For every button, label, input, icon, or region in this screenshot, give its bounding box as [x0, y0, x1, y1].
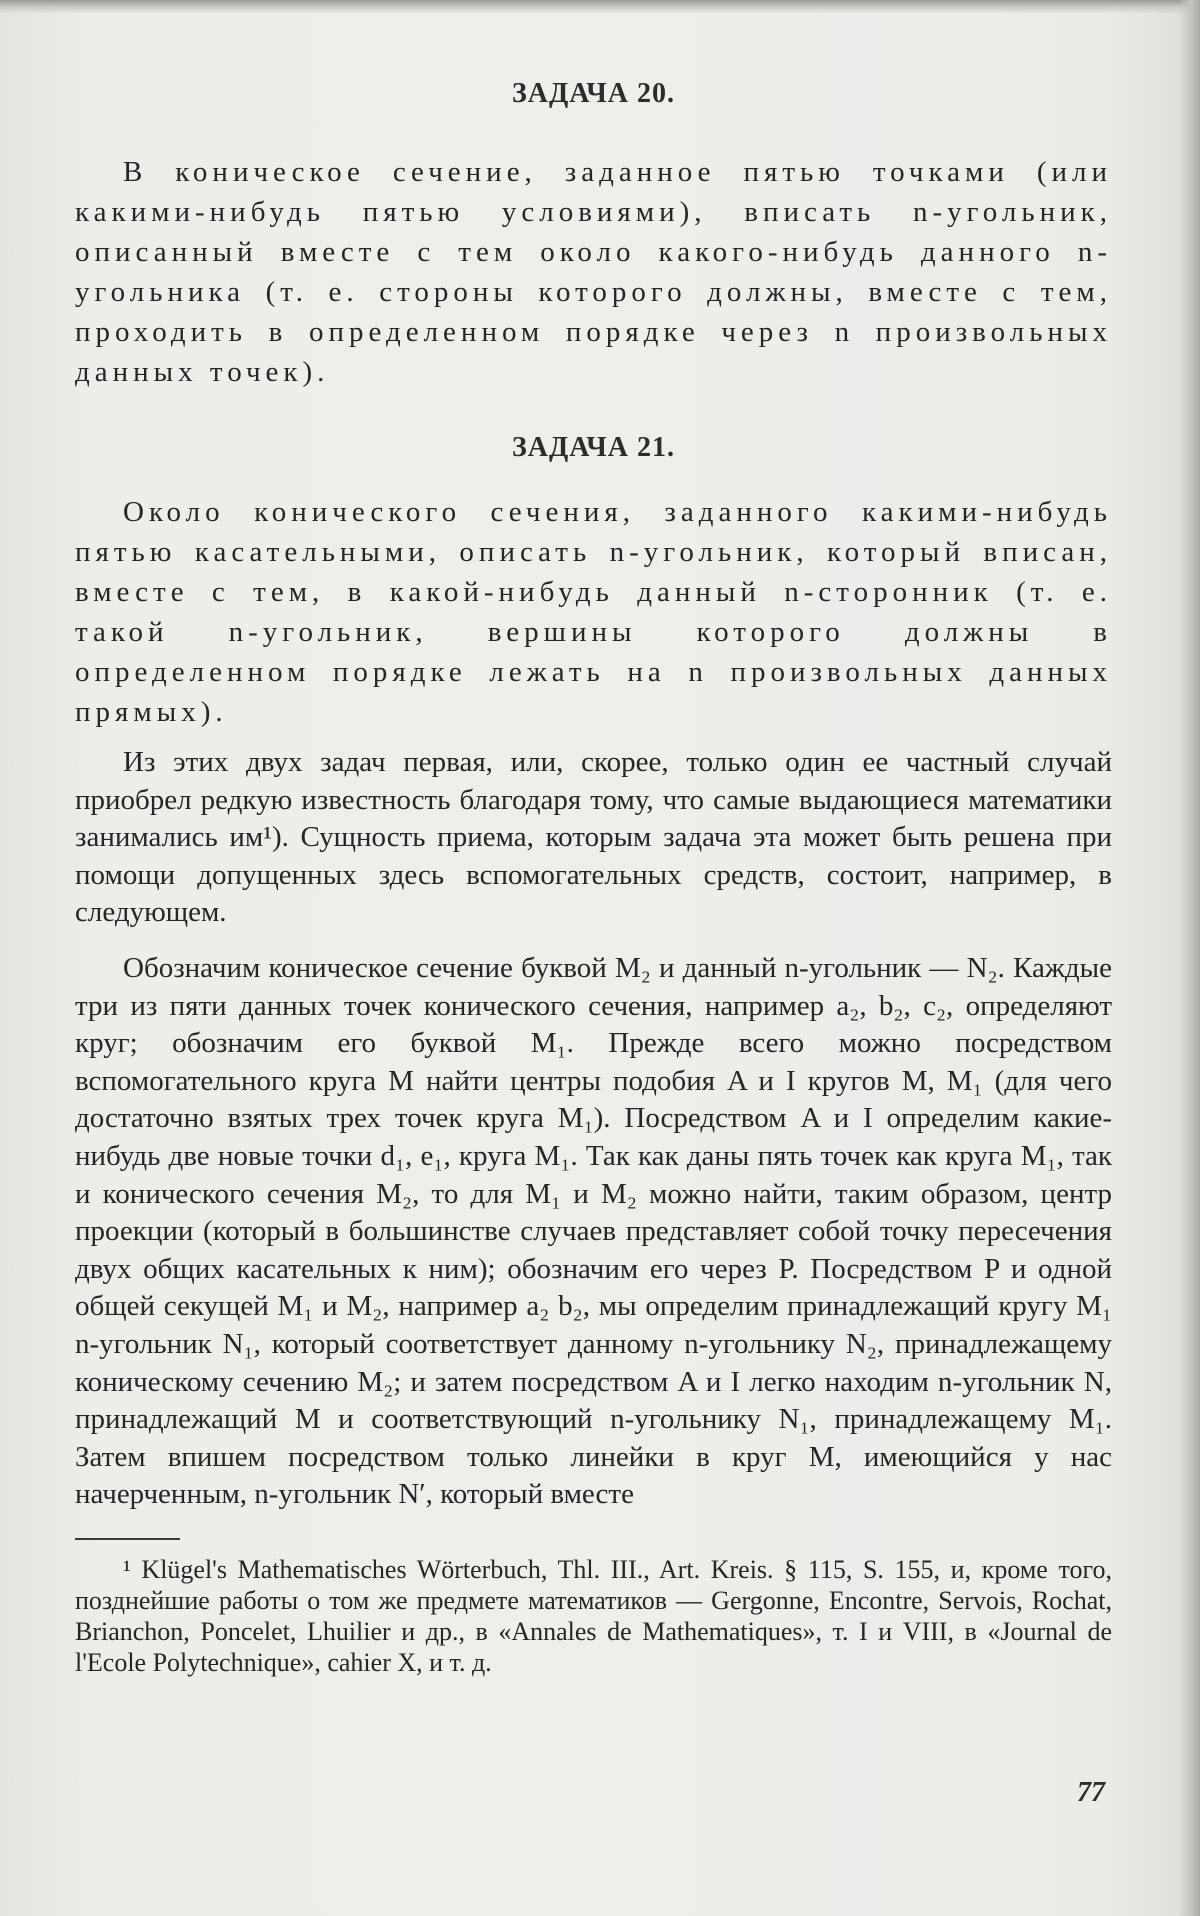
problem-20-text: В коническое сечение, заданное пятью точками (или какими-нибудь пятью условиями), вписать n-угольник, описанный вместе с тем около какого-нибудь данного n-угольника (т. е. стороны которого должны, вместе с тем, проходить в определенном порядке через n произвольных данных точек). — [75, 156, 1112, 388]
page-number: 77 — [1077, 1777, 1105, 1808]
scan-top-shadow — [0, 0, 1200, 14]
problem-20-title: ЗАДАЧА 20. — [511, 78, 675, 109]
scan-right-shadow — [1178, 0, 1200, 1916]
problem-21-title: ЗАДАЧА 21. — [511, 432, 675, 463]
problem-21-text: Около конического сечения, заданного какими-нибудь пятью касательными, описать n-угольник, который вписан, вместе с тем, в какой-нибудь данный n-сторонник (т. е. такой n-угольник, вершины которого должны в определенном порядке лежать на n произвольных данных прямых). — [75, 496, 1112, 728]
body-paragraph-1: Из этих двух задач первая, или, скорее, только один ее частный случай приобрел редкую известность благодаря тому, что самые выдающиеся математики занимались им¹). Сущность приема, которым задача эта может быть решена при помощи допущенных здесь вспомогательных средств, состоит, например, в следующем. — [75, 746, 1112, 929]
footnote: ¹ Klügel's Mathematisches Wörterbuch, Thl. III., Art. Kreis. § 115, S. 155, и, кроме того, позднейшие работы о том же предмете математиков — Gergonne, Encontre, Servois, Rochat, Brianchon, Poncelet, Lhuilier и др., в «Annales de Mathematiques», т. I и VIII, в «Journal de l'Ecole Polytechnique», cahier X, и т. д. — [75, 1554, 1112, 1677]
page-content — [75, 78, 1112, 1678]
body-paragraph-2: Обозначим коническое сечение буквой M₂ и данный n-угольник — N₂. Каждые три из пяти данных точек конического сечения, например a₂, b₂, c₂, определяют круг; обозначим его буквой M₁. Прежде всего можно посредством вспомогательного круга M найти центры подобия A и I кругов M, M₁ (для чего достаточно взятых трех точек круга M₁). Посредством A и I определим какие-нибудь две новые точки d₁, e₁, круга M₁. Так как даны пять точек как круга M₁, так и конического сечения M₂, то для M₁ и M₂ можно найти, таким образом, центр проекции (который в большинстве случаев представляет собой точку пересечения двух общих касательных к ним); обозначим его через P. Посредством P и одной общей секущей M₁ и M₂, например a₂ b₂, мы определим принадлежащий кругу M₁ n-угольник N₁, который соответствует данному n-угольнику N₂, принадлежащему коническому сечению M₂; и затем посредством A и I легко находим n-угольник N, принадлежащий M и соответствующий n-угольнику N₁, принадлежащему M₁. Затем впишем посредством только линейки в круг M, имеющийся у нас начерченным, n-угольник N′, который вместе — [75, 951, 1112, 1511]
